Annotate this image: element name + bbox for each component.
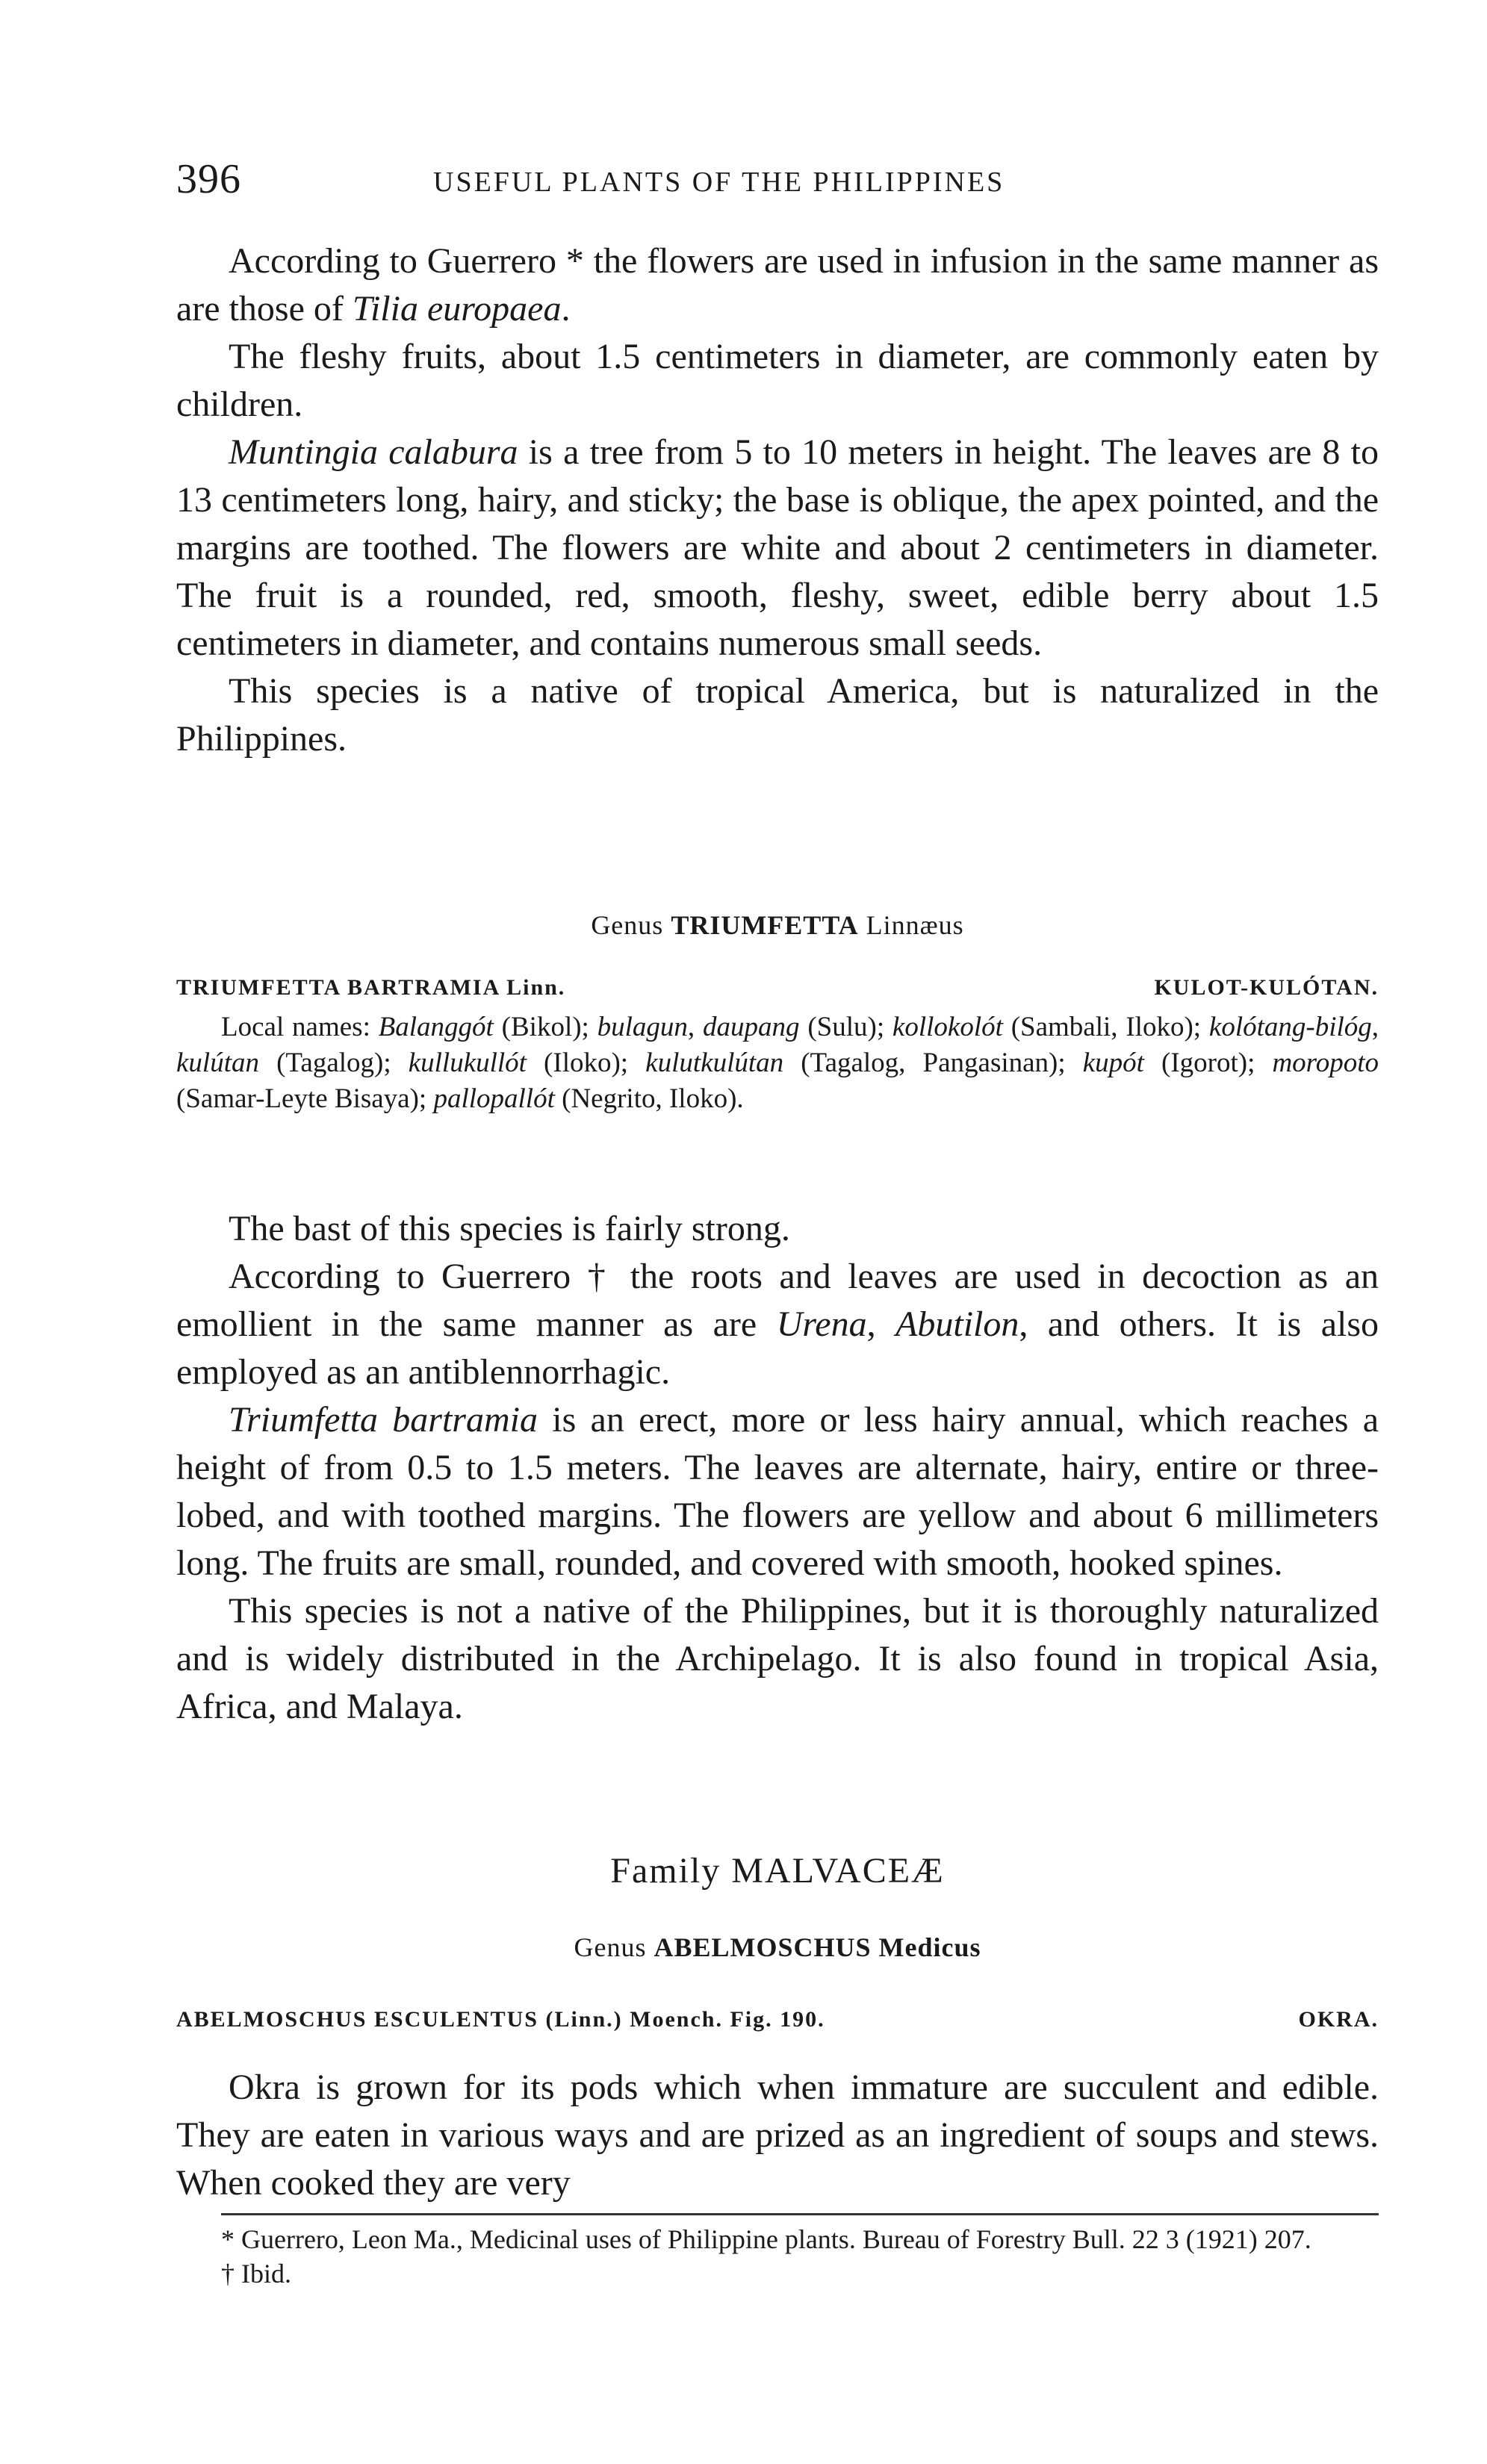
paragraph: This species is not a native of the Philippines, but it is thoroughly naturalized and is widely distributed in the Archipelago. It is also found in tropical Asia, Africa, and Malaya. [176, 1591, 1379, 1726]
local-name: kupót [1082, 1048, 1144, 1078]
footnote-rule [221, 2213, 1379, 2215]
text-run: is an erect, more or less hairy annual, which reaches a height of from 0.5 to 1.5 meters. The leaves are alternate, hairy, entire or three-lobed, and with toothed margins. The flowers are yellow and about 6 millimeters long. The fruits are small, rounded, and covered with smooth, hooked spines. [176, 1400, 1379, 1583]
common-name: KULOT-KULÓTAN. [1154, 975, 1379, 1000]
text-run: (Negrito, Iloko). [554, 1083, 744, 1114]
text-run: According to Guerrero * the flowers are used in infusion in the same manner as are those of [176, 241, 1379, 329]
paragraph [176, 1396, 1379, 1587]
footnotes [176, 2222, 1379, 2291]
text-run: (Igorot); [1143, 1048, 1273, 1078]
local-name: kulutkulútan [645, 1048, 784, 1078]
species-name-italic: Muntingia calabura [229, 432, 518, 472]
local-name: bulagun [597, 1012, 688, 1042]
local-name: daupang [703, 1012, 800, 1042]
text-run: (Sulu); [799, 1012, 892, 1042]
text-run: , [687, 1012, 703, 1042]
genus-name-italic: Abutilon [895, 1304, 1019, 1344]
paragraph: The bast of this species is fairly strong. [229, 1209, 790, 1248]
genus-name-italic: Urena [776, 1304, 867, 1344]
paragraph: This species is a native of tropical America, but is naturalized in the Philippines. [176, 671, 1379, 759]
local-names-label: Local names: [221, 1012, 379, 1042]
local-name: kollokolót [892, 1012, 1003, 1042]
paragraph [176, 429, 1379, 668]
family-heading-malvaceae [176, 1850, 1379, 1891]
text-block-tilia-muntingia [176, 237, 1379, 763]
local-name: kulútan [176, 1048, 259, 1078]
paragraph [176, 1253, 1379, 1396]
species-name-italic: Tilia europaea [352, 289, 562, 329]
species-name: TRIUMFETTA BARTRAMIA Linn. [176, 975, 566, 1000]
local-name: kullukullót [408, 1048, 527, 1078]
local-name: pallopallót [433, 1083, 555, 1114]
local-names-paragraph [176, 1009, 1379, 1117]
genus-name: ABELMOSCHUS [654, 1932, 872, 1962]
species-name: ABELMOSCHUS ESCULENTUS (Linn.) Moench. Fig. 190. [176, 2007, 825, 2032]
paragraph [176, 237, 1379, 333]
text-run: According to Guerrero † the roots and leaves are used in decoction as an emollient in the same manner as are [176, 1257, 1379, 1344]
genus-prefix: Genus [574, 1932, 654, 1962]
text-run: is a tree from 5 to 10 meters in height. The leaves are 8 to 13 centimeters long, hairy, and sticky; the base is oblique, the apex pointed, and the margins are toothed. The flowers are white and about 2 centimeters in diameter. The fruit is a rounded, red, smooth, fleshy, sweet, edible berry about 1.5 centimeters in diameter, and contains numerous small seeds. [176, 432, 1379, 663]
text-run: , [866, 1304, 896, 1344]
text-run: (Sambali, Iloko); [1002, 1012, 1209, 1042]
text-run: , [1371, 1012, 1379, 1042]
text-run: . [561, 289, 571, 329]
common-name: OKRA. [1298, 2007, 1379, 2032]
page-number: 396 [176, 156, 241, 202]
page-header [176, 155, 1379, 208]
local-name: kolótang-bilóg [1208, 1012, 1372, 1042]
text-run: (Samar-Leyte Bisaya); [176, 1083, 434, 1114]
genus-prefix: Genus [591, 910, 671, 940]
text-run: (Tagalog, Pangasinan); [783, 1048, 1083, 1078]
text-run: (Tagalog); [258, 1048, 409, 1078]
local-name: Balanggót [378, 1012, 494, 1042]
genus-heading-abelmoschus [176, 1932, 1379, 1963]
paragraph: The fleshy fruits, about 1.5 centimeters in diameter, are commonly eaten by children. [176, 337, 1379, 424]
running-title: USEFUL PLANTS OF THE PHILIPPINES [433, 167, 1005, 198]
text-run: (Iloko); [526, 1048, 646, 1078]
genus-heading-triumfetta [176, 909, 1379, 941]
local-name: moropoto [1272, 1048, 1379, 1078]
text-run: (Bikol); [493, 1012, 597, 1042]
genus-author: Medicus [871, 1932, 981, 1962]
family-name: MALVACEÆ [731, 1851, 945, 1891]
species-name-italic: Triumfetta bartramia [229, 1400, 538, 1440]
genus-author: Linnæus [858, 910, 964, 940]
text-run: , and others. It is also employed as an antiblennorrhagic. [176, 1304, 1379, 1392]
paragraph: Okra is grown for its pods which when immature are succulent and edible. They are eaten in various ways and are prized as an ingredient of soups and stews. When cooked they are very [176, 2068, 1379, 2203]
family-prefix: Family [610, 1851, 732, 1891]
local-names-block [176, 1009, 1379, 1117]
text-block-okra [176, 2064, 1379, 2207]
footnote: * Guerrero, Leon Ma., Medicinal uses of Philippine plants. Bureau of Forestry Bull. 22 3 (1921) 207. [221, 2224, 1311, 2254]
genus-name: TRIUMFETTA [671, 910, 859, 940]
text-block-triumfetta [176, 1205, 1379, 1731]
footnote: † Ibid. [221, 2259, 291, 2289]
